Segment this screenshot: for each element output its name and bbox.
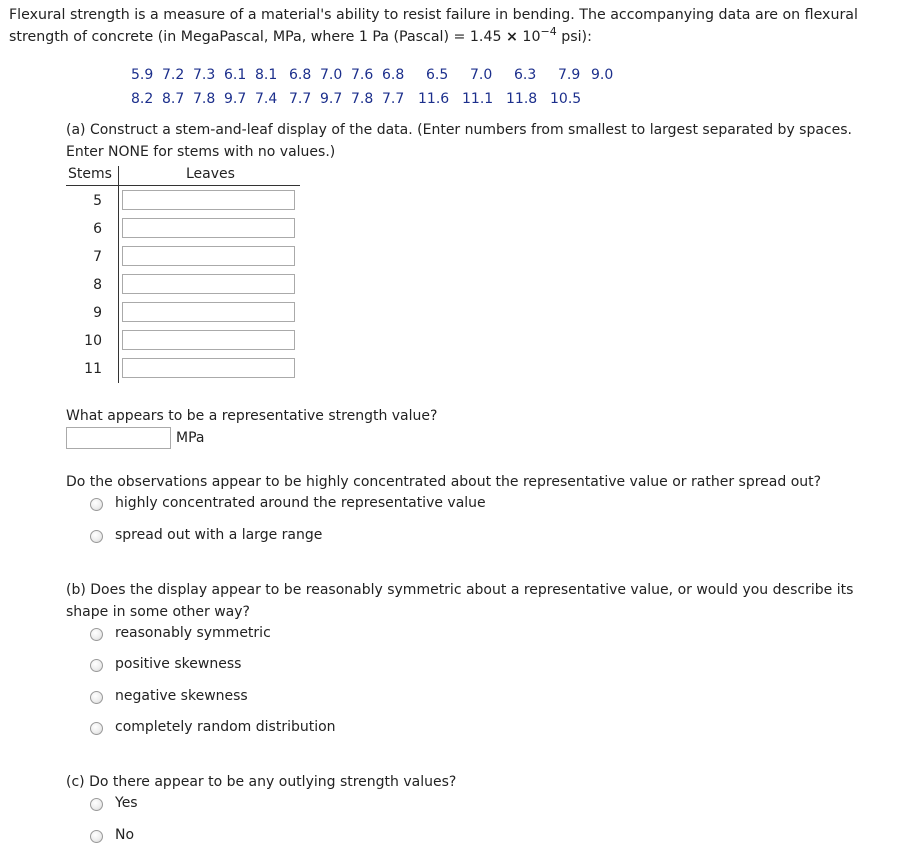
- data-value: 7.0: [320, 67, 343, 83]
- data-value: 7.8: [193, 91, 216, 107]
- data-value: 7.0: [470, 67, 493, 83]
- data-value: 6.1: [224, 67, 247, 83]
- leaves-input-9[interactable]: [122, 302, 295, 322]
- data-value: 7.2: [162, 67, 185, 83]
- stem-label: 7: [93, 249, 102, 265]
- stem-label: 8: [93, 277, 102, 293]
- intro-line-2: [9, 26, 899, 48]
- part-b-line-2: shape in some other way?: [66, 604, 250, 620]
- radio-yes[interactable]: [90, 798, 103, 811]
- data-value: 7.7: [289, 91, 312, 107]
- stem-label: 10: [84, 333, 102, 349]
- data-value: 9.7: [320, 91, 343, 107]
- radio-label[interactable]: highly concentrated around the representative value: [115, 495, 486, 511]
- radio-label[interactable]: No: [115, 827, 135, 843]
- representative-value-input[interactable]: [66, 427, 171, 449]
- data-value: 9.0: [591, 67, 614, 83]
- part-b-line-1: (b) Does the display appear to be reasonably symmetric about a representative value, or would you describe its: [66, 582, 854, 598]
- stem-label: 6: [93, 221, 102, 237]
- data-row-1: [131, 67, 613, 83]
- data-value: 6.8: [289, 67, 312, 83]
- leaves-input-5[interactable]: [122, 190, 295, 210]
- stem-label: 11: [84, 361, 102, 377]
- stem-label: 9: [93, 305, 102, 321]
- representative-question: What appears to be a representative strength value?: [66, 408, 438, 424]
- data-value: 7.7: [382, 91, 405, 107]
- intro-line-1: Flexural strength is a measure of a material's ability to resist failure in bending. The accompanying data are on flexural: [9, 7, 858, 23]
- data-value: 6.3: [514, 67, 537, 83]
- radio-spread-out[interactable]: [90, 530, 103, 543]
- header-divider: [66, 185, 300, 186]
- radio-label[interactable]: reasonably symmetric: [115, 625, 271, 641]
- data-value: 11.1: [462, 91, 494, 107]
- stem-divider: [118, 166, 119, 383]
- data-value: 7.9: [558, 67, 581, 83]
- leaves-input-10[interactable]: [122, 330, 295, 350]
- radio-label[interactable]: completely random distribution: [115, 719, 336, 735]
- leaves-header: Leaves: [186, 166, 235, 182]
- data-value: 8.7: [162, 91, 185, 107]
- radio-reasonably-symmetric[interactable]: [90, 628, 103, 641]
- intro-line-2-text: strength of concrete (in MegaPascal, MPa, where 1 Pa (Pascal) = 1.45: [9, 29, 502, 45]
- leaves-input-8[interactable]: [122, 274, 295, 294]
- data-value: 7.8: [351, 91, 374, 107]
- part-b-prompt: [66, 579, 896, 623]
- radio-label[interactable]: spread out with a large range: [115, 527, 323, 543]
- radio-random-distribution[interactable]: [90, 722, 103, 735]
- ten: 10: [522, 29, 541, 45]
- problem-intro: [9, 4, 899, 48]
- intro-line-2-end: psi):: [561, 29, 592, 45]
- part-c-question: (c) Do there appear to be any outlying strength values?: [66, 774, 457, 790]
- data-row-2: [131, 91, 581, 107]
- radio-label[interactable]: positive skewness: [115, 656, 242, 672]
- data-value: 8.1: [255, 67, 278, 83]
- leaves-input-6[interactable]: [122, 218, 295, 238]
- stem-label: 5: [93, 193, 102, 209]
- leaves-input-11[interactable]: [122, 358, 295, 378]
- radio-no[interactable]: [90, 830, 103, 843]
- radio-negative-skewness[interactable]: [90, 691, 103, 704]
- part-a-line-1: (a) Construct a stem-and-leaf display of the data. (Enter numbers from smallest to largest separated by spaces.: [66, 122, 852, 138]
- stems-header: Stems: [68, 166, 112, 182]
- times-symbol: ×: [506, 29, 518, 45]
- data-value: 8.2: [131, 91, 154, 107]
- data-value: 11.6: [418, 91, 450, 107]
- data-value: 6.8: [382, 67, 405, 83]
- radio-highly-concentrated[interactable]: [90, 498, 103, 511]
- data-value: 11.8: [506, 91, 538, 107]
- radio-label[interactable]: Yes: [115, 795, 138, 811]
- part-a-line-2: Enter NONE for stems with no values.): [66, 144, 336, 160]
- leaves-input-7[interactable]: [122, 246, 295, 266]
- data-value: 9.7: [224, 91, 247, 107]
- data-value: 7.6: [351, 67, 374, 83]
- radio-positive-skewness[interactable]: [90, 659, 103, 672]
- data-value: 5.9: [131, 67, 154, 83]
- part-a-prompt: [66, 119, 896, 163]
- concentration-question: Do the observations appear to be highly concentrated about the representative value or rather spread out?: [66, 474, 822, 490]
- data-value: 6.5: [426, 67, 449, 83]
- data-value: 7.3: [193, 67, 216, 83]
- radio-label[interactable]: negative skewness: [115, 688, 248, 704]
- data-value: 10.5: [550, 91, 582, 107]
- unit-label: MPa: [176, 430, 205, 446]
- exponent: −4: [540, 25, 557, 38]
- data-value: 7.4: [255, 91, 278, 107]
